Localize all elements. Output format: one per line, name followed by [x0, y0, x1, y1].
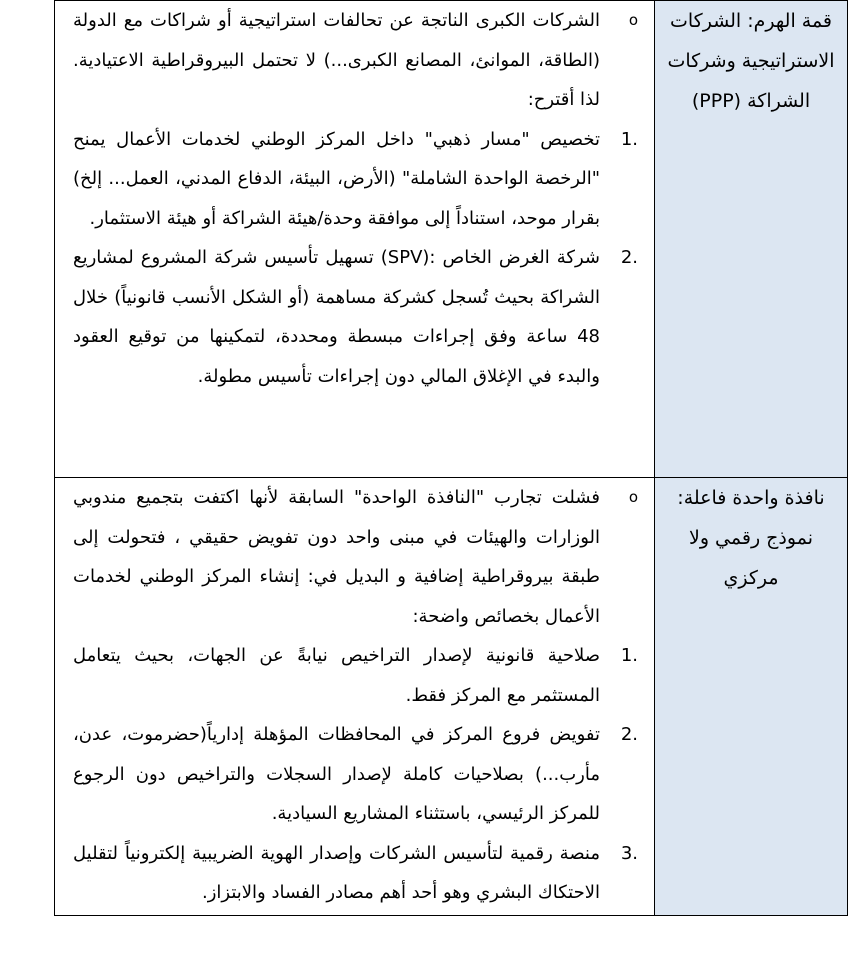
numbered-item	[73, 636, 646, 715]
item-text: منصة رقمية لتأسيس الشركات وإصدار الهوية الضريبية إلكترونياً لتقليل الاحتكاك البشري وهو أحد أهم مصادر الفساد والابتزاز.	[73, 842, 600, 903]
item-text: صلاحية قانونية لإصدار التراخيص نيابةً عن الجهات، بحيث يتعامل المستثمر مع المركز فقط.	[73, 645, 600, 706]
bullet-text: فشلت تجارب "النافذة الواحدة" السابقة لأنها اكتفت بتجميع مندوبي الوزارات والهيئات في مبنى واحد دون تفويض حقيقي ، فتحولت إلى طبقة بيروقراطية إضافية و البديل في: إنشاء المركز الوطني لخدمات الأعمال بخصائص واضحة:	[73, 487, 600, 627]
table-row	[55, 478, 848, 916]
row-content-cell	[55, 1, 655, 478]
numbered-item	[73, 715, 646, 834]
numbered-item	[73, 238, 646, 396]
bullet-item	[73, 1, 646, 120]
hollow-bullet-icon: o	[628, 488, 638, 506]
bullet-item	[73, 478, 646, 636]
item-number: 1.	[620, 128, 638, 150]
item-number: 2.	[620, 724, 638, 745]
item-number: 3.	[620, 842, 638, 864]
bullet-text: الشركات الكبرى الناتجة عن تحالفات استراتيجية أو شراكات مع الدولة (الطاقة، الموانئ، المصانع الكبرى...) لا تحتمل البيروقراطية الاعتيادية. لذا أقترح:	[73, 10, 600, 110]
item-number: 1.	[620, 645, 638, 666]
item-text: شركة الغرض الخاص :(SPV) تسهيل تأسيس شركة المشروع لمشاريع الشراكة بحيث تُسجل كشركة مساهمة (أو الشكل الأنسب قانونياً) خلال 48 ساعة وفق إجراءات مبسطة ومحددة، لتمكينها من توقيع العقود والبدء في الإغلاق المالي دون إجراءات تأسيس مطولة.	[73, 247, 600, 387]
table-row	[55, 1, 848, 478]
item-text: تخصيص "مسار ذهبي" داخل المركز الوطني لخدمات الأعمال يمنح "الرخصة الواحدة الشاملة" (الأرض، البيئة، الدفاع المدني، العمل... إلخ) بقرار موحد، استناداً إلى موافقة وحدة/هيئة الشراكة أو هيئة الاستثمار.	[73, 128, 600, 229]
item-text: تفويض فروع المركز في المحافظات المؤهلة إدارياً(حضرموت، عدن، مأرب...) بصلاحيات كاملة لإصدار السجلات والتراخيص دون الرجوع للمركز الرئيسي، باستثناء المشاريع السيادية.	[73, 724, 600, 824]
hollow-bullet-icon: o	[628, 11, 638, 29]
row-label: قمة الهرم: الشركات الاستراتيجية وشركات الشراكة (PPP)	[667, 10, 835, 112]
row-label-cell	[655, 1, 848, 478]
row-label-cell	[655, 478, 848, 916]
numbered-item	[73, 120, 646, 239]
item-number: 2.	[620, 247, 638, 268]
row-label: نافذة واحدة فاعلة: نموذج رقمي ولا مركزي	[677, 487, 825, 589]
row-content-cell	[55, 478, 655, 916]
numbered-item	[73, 834, 646, 913]
document-table	[54, 0, 848, 916]
